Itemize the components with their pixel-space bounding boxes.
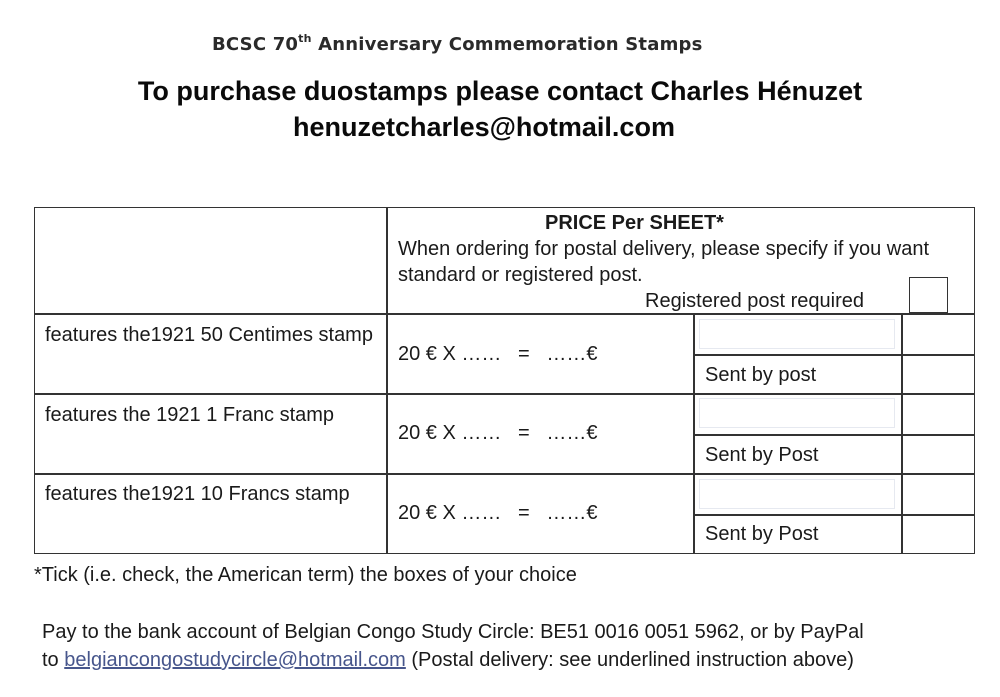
- price-heading: PRICE Per SHEET*: [545, 212, 724, 234]
- table-divider-horizontal-header: [34, 313, 975, 315]
- table-divider-vertical-1: [386, 207, 388, 554]
- delivery-label-row-1: Sent by post: [705, 364, 817, 386]
- registered-post-label: Registered post required: [645, 290, 865, 312]
- header-title-ordinal: th: [298, 32, 312, 45]
- delivery-label-row-2: Sent by Post: [705, 444, 819, 466]
- price-formula-row-3: 20 € X …… = ……€: [398, 502, 598, 524]
- feature-row-2: features the 1921 1 Franc stamp: [45, 404, 335, 426]
- quantity-checkbox-row-1[interactable]: [699, 319, 895, 349]
- feature-row-1: features the1921 50 Centimes stamp: [45, 324, 373, 346]
- table-divider-horizontal-row2: [34, 473, 975, 475]
- header-title-prefix: BCSC 70: [212, 34, 299, 55]
- price-formula-row-2: 20 € X …… = ……€: [398, 422, 598, 444]
- quantity-checkbox-row-3[interactable]: [699, 479, 895, 509]
- registered-post-checkbox[interactable]: [909, 277, 948, 313]
- delivery-checkbox-row-3[interactable]: [902, 515, 975, 554]
- delivery-checkbox-row-1[interactable]: [902, 355, 975, 393]
- payment-line-2-suffix: (Postal delivery: see underlined instruction above): [405, 649, 854, 671]
- contact-email: henuzetcharles@hotmail.com: [293, 112, 675, 142]
- contact-text: To purchase duostamps please contact Charles Hénuzet: [137, 76, 863, 106]
- payment-line-2-prefix: to: [42, 649, 59, 671]
- header-title-rest: Anniversary Commemoration Stamps: [311, 34, 703, 55]
- payment-line-1: Pay to the bank account of Belgian Congo Study Circle: BE51 0016 0051 5962, or by PayPal: [42, 621, 864, 643]
- postal-instruction: When ordering for postal delivery, please specify if you want standard or registered post.: [398, 238, 930, 286]
- price-formula-row-1: 20 € X …… = ……€: [398, 343, 598, 365]
- footnote: *Tick (i.e. check, the American term) the boxes of your choice: [34, 564, 577, 586]
- quantity-checkbox-row-2[interactable]: [699, 398, 895, 428]
- payment-line-2: [42, 649, 854, 672]
- delivery-checkbox-row-2[interactable]: [902, 435, 975, 473]
- delivery-label-row-3: Sent by Post: [705, 523, 819, 545]
- table-divider-horizontal-row1: [34, 393, 975, 395]
- payment-email-link[interactable]: belgiancongostudycircle@hotmail.com: [64, 649, 406, 671]
- header-title: [212, 33, 752, 55]
- feature-row-3: features the1921 10 Francs stamp: [45, 483, 350, 505]
